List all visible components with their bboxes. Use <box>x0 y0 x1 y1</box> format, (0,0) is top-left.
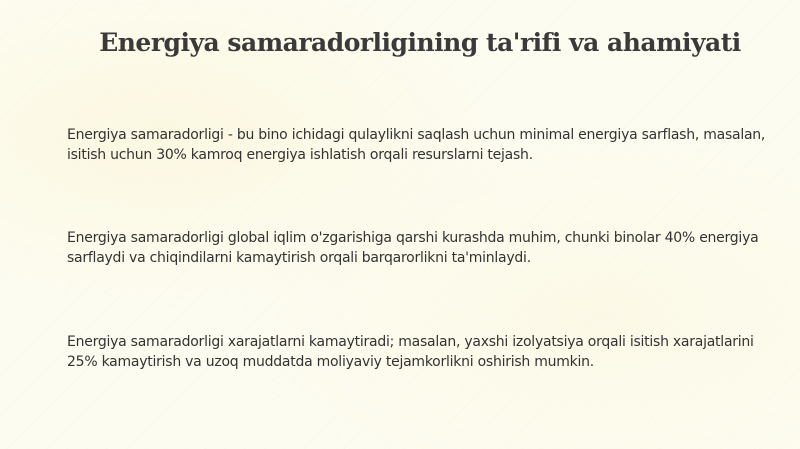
slide-title: Energiya samaradorligining ta'rifi va ahamiyati <box>99 28 741 57</box>
paragraph-definition: Energiya samaradorligi - bu bino ichidagi qulaylikni saqlash uchun minimal energiya sarflash, masalan, isitish uchun 30% kamroq energiya ishlatish orqali resurslarni tejash. <box>67 127 766 163</box>
paragraph-costs: Energiya samaradorligi xarajatlarni kamaytiradi; masalan, yaxshi izolyatsiya orqali isitish xarajatlarini 25% kamaytirish va uzoq muddatda moliyaviy tejamkorlikni oshirish mumkin. <box>67 334 754 370</box>
paragraph-climate: Energiya samaradorligi global iqlim o'zgarishiga qarshi kurashda muhim, chunki binolar 40% energiya sarflaydi va chiqindilarni kamaytirish orqali barqarorlikni ta'minlaydi. <box>67 230 759 266</box>
